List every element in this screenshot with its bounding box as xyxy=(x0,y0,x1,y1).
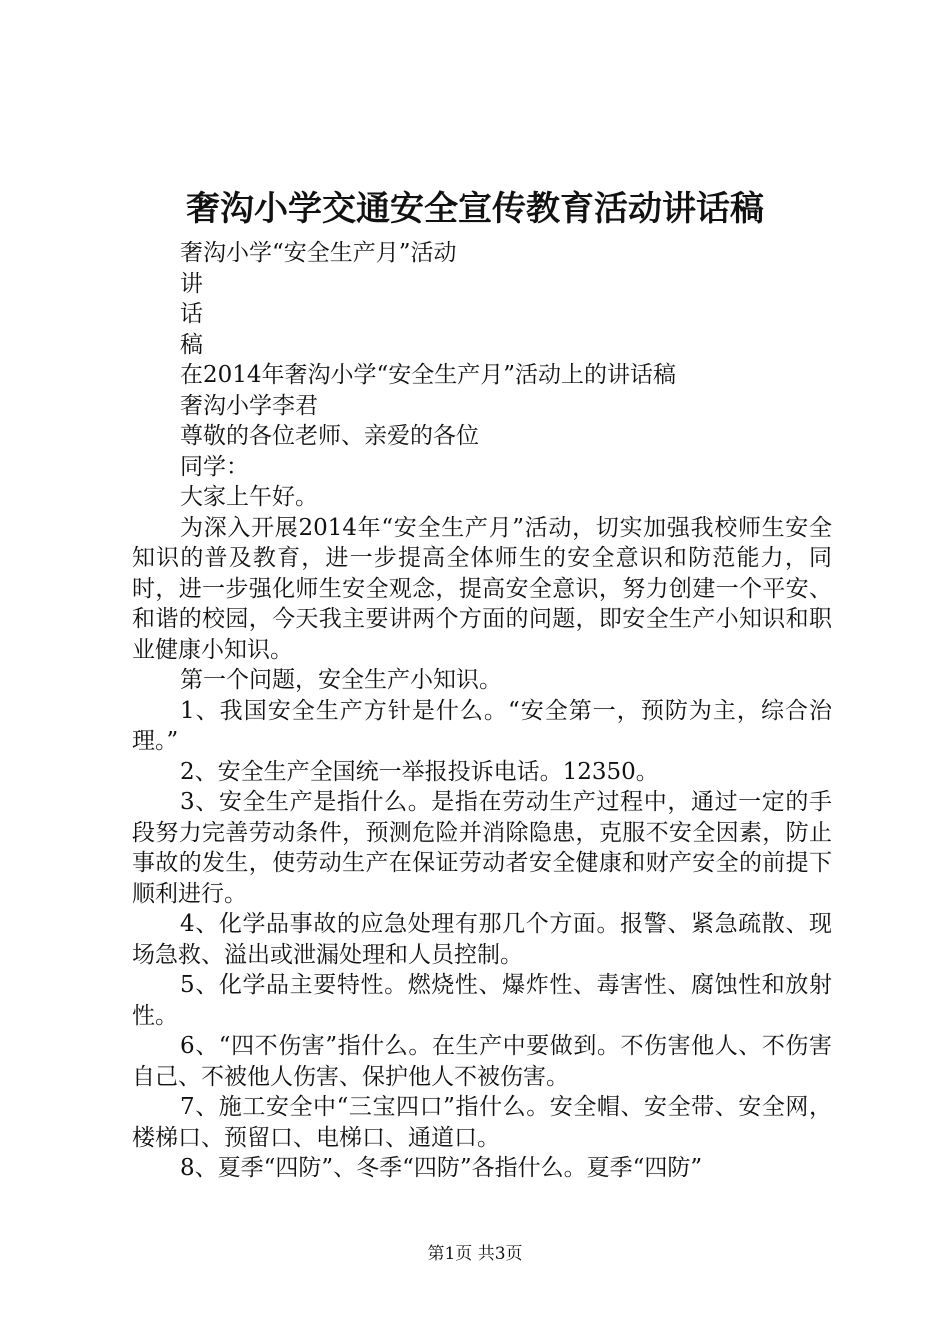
paragraph: 3、安全生产是指什么。是指在劳动生产过程中，通过一定的手段努力完善劳动条件，预测危险并消除隐患，克服不安全因素，防止事故的发生，使劳动生产在保证劳动者安全健康和财产安全的前提下顺利进行。 xyxy=(132,789,832,907)
heading-line: 话 xyxy=(180,301,203,327)
greeting: 大家上午好。 xyxy=(180,484,318,510)
speech-heading: 在2014年奢沟小学“安全生产月”活动上的讲话稿 xyxy=(180,362,677,388)
speaker-name: 奢沟小学李君 xyxy=(180,392,318,419)
paragraph: 1、我国安全生产方针是什么。“安全第一，预防为主，综合治理。” xyxy=(132,697,832,754)
paragraph: 8、夏季“四防”、冬季“四防”各指什么。夏季“四防” xyxy=(180,1155,703,1181)
salutation: 尊敬的各位老师、亲爱的各位 xyxy=(180,423,479,449)
document-body xyxy=(132,238,832,1184)
paragraph: 第一个问题，安全生产小知识。 xyxy=(180,667,502,693)
paragraph: 2、安全生产全国统一举报投诉电话。12350。 xyxy=(180,758,659,785)
heading-line: 稿 xyxy=(180,331,203,358)
salutation-cont: 同学： xyxy=(180,453,249,480)
heading-line: 讲 xyxy=(180,270,203,297)
page-footer: 第1页 共3页 xyxy=(427,1244,523,1264)
paragraph: 6、“四不伤害”指什么。在生产中要做到。不伤害他人、不伤害自己、不被他人伤害、保护他人不被伤害。 xyxy=(132,1033,832,1090)
heading-line: 奢沟小学“安全生产月”活动 xyxy=(180,240,457,266)
document-title: 奢沟小学交通安全宣传教育活动讲话稿 xyxy=(186,189,764,229)
paragraph: 5、化学品主要特性。燃烧性、爆炸性、毒害性、腐蚀性和放射性。 xyxy=(132,972,832,1029)
paragraph: 7、施工安全中“三宝四口”指什么。安全帽、安全带、安全网，楼梯口、预留口、电梯口、通道口。 xyxy=(132,1094,832,1151)
paragraph: 为深入开展2014年“安全生产月”活动，切实加强我校师生安全知识的普及教育，进一步提高全体师生的安全意识和防范能力，同时，进一步强化师生安全观念，提高安全意识，努力创建一个平安、和谐的校园，今天我主要讲两个方面的问题，即安全生产小知识和职业健康小知识。 xyxy=(132,514,832,663)
paragraph: 4、化学品事故的应急处理有那几个方面。报警、紧急疏散、现场急救、溢出或泄漏处理和人员控制。 xyxy=(132,911,832,968)
